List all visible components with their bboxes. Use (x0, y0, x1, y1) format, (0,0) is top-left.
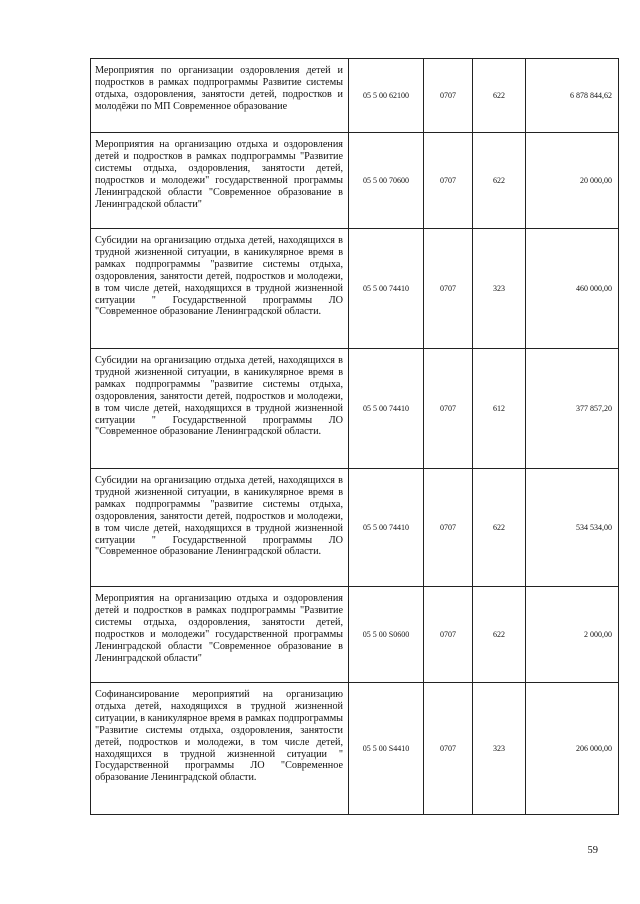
row-section-code: 0707 (424, 229, 473, 349)
row-description: Софинансирование мероприятий на организацию отдыха детей, находящихся в трудной жизненной ситуации, в каникулярное время в рамках подпрограммы "Развитие системы отдыха, оздоровления, занятости детей, подростков и молодежи, в том числе детей, находящихся в трудной жизненной ситуации " Государственной программы ЛО "Современное образование Ленинградской области. (91, 683, 349, 815)
row-expense-type: 622 (473, 133, 526, 229)
row-section-code: 0707 (424, 59, 473, 133)
row-target-code: 05 5 00 74410 (349, 229, 424, 349)
row-target-code: 05 5 00 70600 (349, 133, 424, 229)
row-section-code: 0707 (424, 469, 473, 587)
row-target-code: 05 5 00 74410 (349, 469, 424, 587)
row-target-code: 05 5 00 S0600 (349, 587, 424, 683)
row-expense-type: 323 (473, 229, 526, 349)
row-expense-type: 323 (473, 683, 526, 815)
row-description: Субсидии на организацию отдыха детей, находящихся в трудной жизненной ситуации, в каникулярное время в рамках подпрограммы "развитие системы отдыха, оздоровления, занятости детей, подростков и молодежи, в том числе детей, находящихся в трудной жизненной ситуации " Государственной программы ЛО "Современное образование Ленинградской области. (91, 469, 349, 587)
row-section-code: 0707 (424, 683, 473, 815)
row-target-code: 05 5 00 S4410 (349, 683, 424, 815)
row-description: Мероприятия на организацию отдыха и оздоровления детей и подростков в рамках подпрограммы "Развитие системы отдыха, оздоровления, занятости детей, подростков и молодежи" государственной программы Ленинградской области "Современное образование в Ленинградской области" (91, 587, 349, 683)
row-amount: 377 857,20 (526, 349, 619, 469)
row-amount: 6 878 844,62 (526, 59, 619, 133)
row-target-code: 05 5 00 62100 (349, 59, 424, 133)
table-row (91, 133, 619, 229)
row-amount: 460 000,00 (526, 229, 619, 349)
row-expense-type: 622 (473, 469, 526, 587)
table-row (91, 469, 619, 587)
budget-table-body (91, 59, 619, 815)
row-section-code: 0707 (424, 349, 473, 469)
row-section-code: 0707 (424, 587, 473, 683)
budget-table-container (90, 58, 612, 815)
row-expense-type: 612 (473, 349, 526, 469)
row-expense-type: 622 (473, 59, 526, 133)
row-description: Мероприятия по организации оздоровления детей и подростков в рамках подпрограммы Развитие системы отдыха, оздоровления, занятости детей, подростков и молодёжи по МП Современное образование (91, 59, 349, 133)
row-description: Субсидии на организацию отдыха детей, находящихся в трудной жизненной ситуации, в каникулярное время в рамках подпрограммы "развитие системы отдыха, оздоровления, занятости детей, подростков и молодежи, в том числе детей, находящихся в трудной жизненной ситуации " Государственной программы ЛО "Современное образование Ленинградской области. (91, 229, 349, 349)
table-row (91, 587, 619, 683)
table-row (91, 59, 619, 133)
row-amount: 20 000,00 (526, 133, 619, 229)
row-target-code: 05 5 00 74410 (349, 349, 424, 469)
row-amount: 2 000,00 (526, 587, 619, 683)
row-amount: 534 534,00 (526, 469, 619, 587)
row-amount: 206 000,00 (526, 683, 619, 815)
row-description: Мероприятия на организацию отдыха и оздоровления детей и подростков в рамках подпрограммы "Развитие системы отдыха, оздоровления, занятости детей, подростков и молодежи" государственной программы Ленинградской области "Современное образование в Ленинградской области" (91, 133, 349, 229)
page-number: 59 (587, 845, 598, 856)
table-row (91, 683, 619, 815)
budget-table (90, 58, 619, 815)
table-row (91, 229, 619, 349)
row-expense-type: 622 (473, 587, 526, 683)
table-row (91, 349, 619, 469)
row-description: Субсидии на организацию отдыха детей, находящихся в трудной жизненной ситуации, в каникулярное время в рамках подпрограммы "развитие системы отдыха, оздоровления, занятости детей, подростков и молодежи, в том числе детей, находящихся в трудной жизненной ситуации " Государственной программы ЛО "Современное образование Ленинградской области. (91, 349, 349, 469)
row-section-code: 0707 (424, 133, 473, 229)
